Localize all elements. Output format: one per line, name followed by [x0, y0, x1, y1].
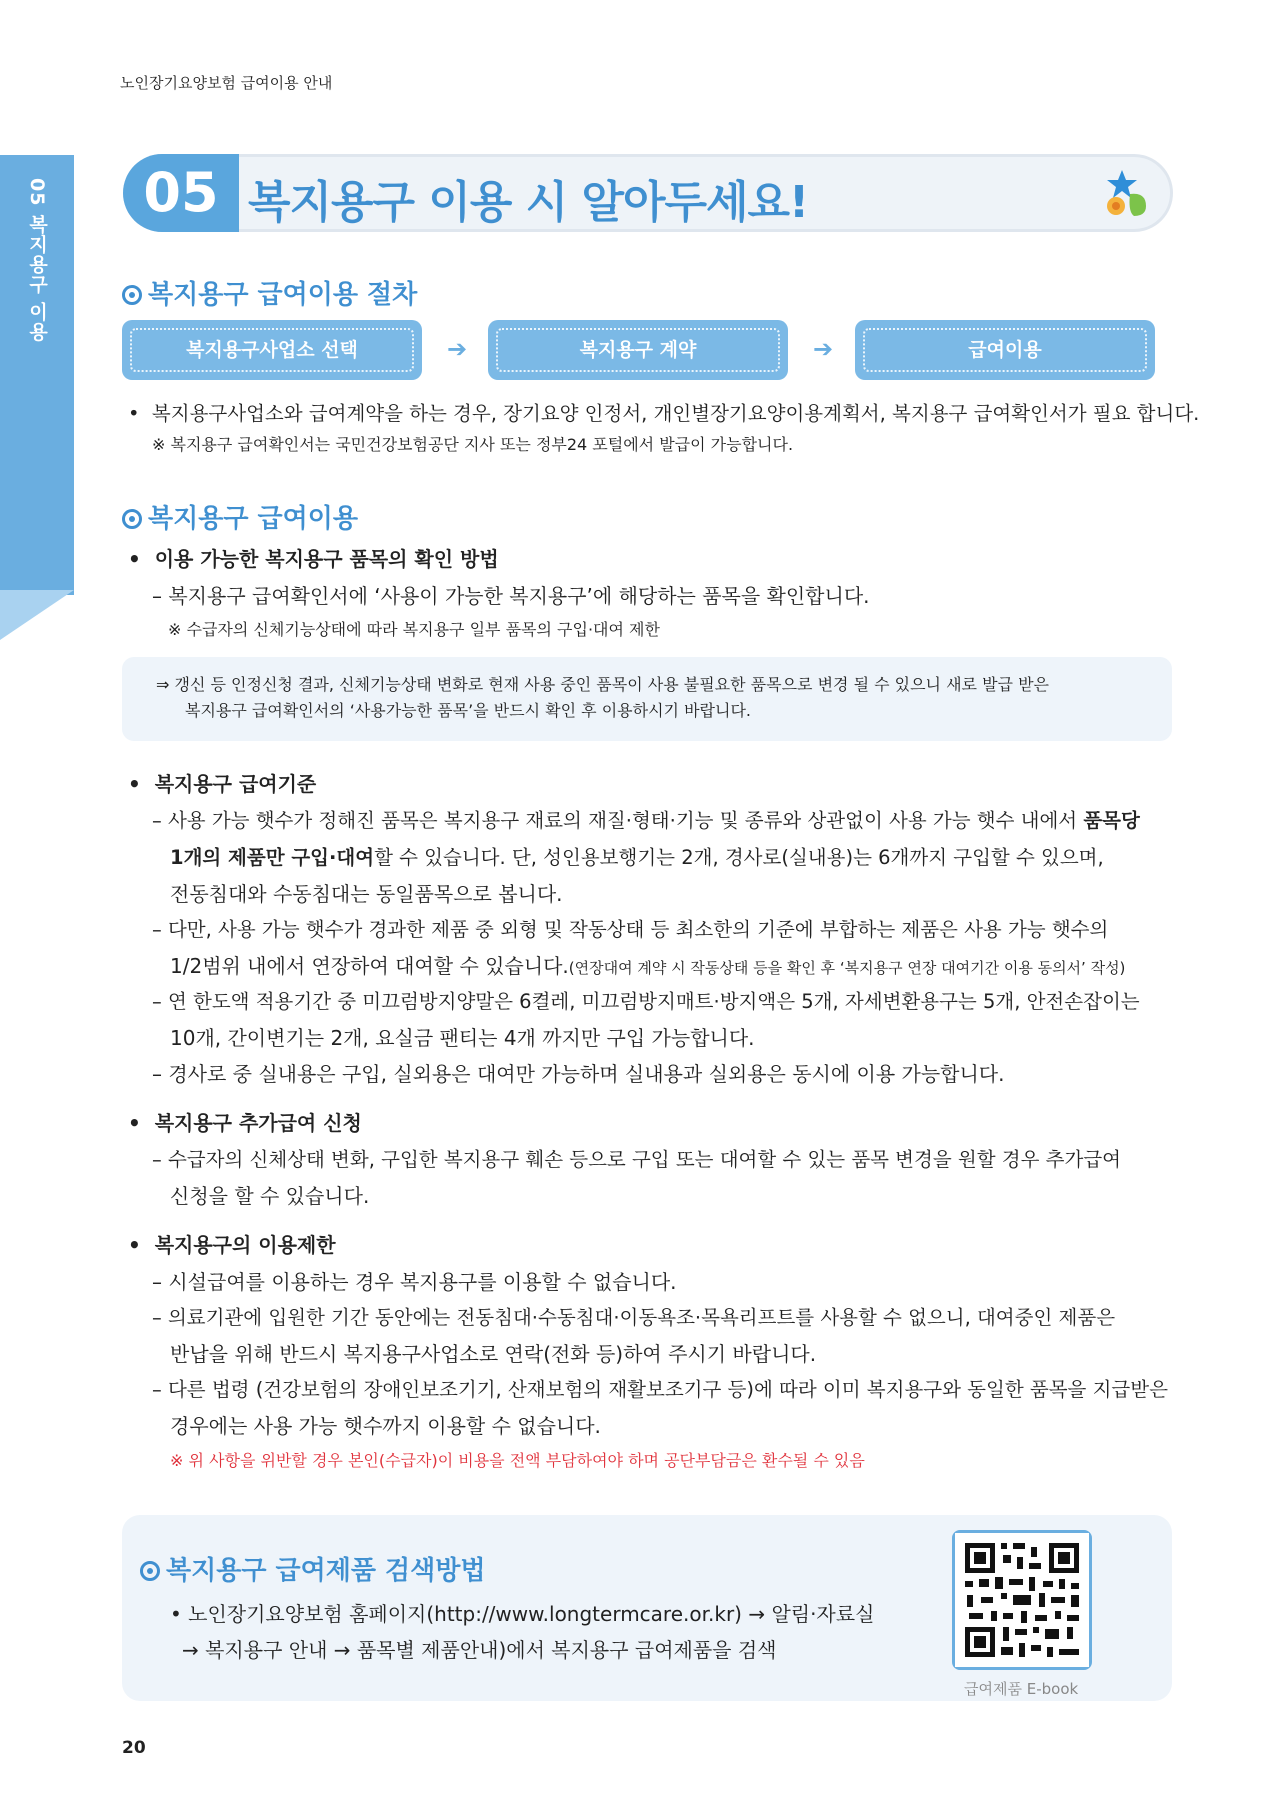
qr-code-icon: [955, 1533, 1089, 1667]
page-number: 20: [122, 1738, 146, 1758]
restriction-line: – 시설급여를 이용하는 경우 복지용구를 이용할 수 없습니다.: [152, 1270, 677, 1294]
restriction-line: 반납을 위해 반드시 복지용구사업소로 연락(전화 등)하여 주시기 바랍니다.: [170, 1342, 817, 1366]
search-line1: • 노인장기요양보험 홈페이지(http://www.longtermcare.or.kr) → 알림·자료실: [170, 1602, 875, 1626]
target-bullet-icon: [122, 509, 142, 529]
target-bullet-icon: [140, 1561, 160, 1581]
item-criteria-title: • 복지용구 급여기준: [128, 772, 317, 796]
step-select-provider: 복지용구사업소 선택: [122, 320, 422, 380]
criteria-line: – 경사로 중 실내용은 구입, 실외용은 대여만 가능하며 실내용과 실외용은 동시에 이용 가능합니다.: [152, 1062, 1005, 1086]
chapter-number: 05: [123, 154, 239, 232]
target-bullet-icon: [122, 285, 142, 305]
qr-code[interactable]: [952, 1530, 1092, 1670]
procedure-bullet: • 복지용구사업소와 급여계약을 하는 경우, 장기요양 인정서, 개인별장기요양이용계획서, 복지용구 급여확인서가 필요 합니다.: [128, 402, 1200, 425]
document-header: 노인장기요양보험 급여이용 안내: [120, 74, 333, 92]
arrow-right-icon: ➔: [813, 335, 834, 363]
criteria-line: 1/2범위 내에서 연장하여 대여할 수 있습니다.(연장대여 계약 시 작동상태 등을 확인 후 ‘복지용구 연장 대여기간 이용 동의서’ 작성): [170, 954, 1126, 978]
restriction-line: 경우에는 사용 가능 햇수까지 이용할 수 없습니다.: [170, 1414, 601, 1438]
section-heading-procedure: 복지용구 급여이용 절차: [122, 274, 417, 311]
arrow-right-icon: ➔: [447, 335, 468, 363]
item-check-method-title: • 이용 가능한 복지용구 품목의 확인 방법: [128, 547, 499, 571]
side-tab-label: 05 복지용구 이용: [26, 178, 48, 342]
item-check-method-line: – 복지용구 급여확인서에 ‘사용이 가능한 복지용구’에 해당하는 품목을 확인합니다.: [152, 584, 870, 608]
item-restriction-title: • 복지용구의 이용제한: [128, 1233, 336, 1257]
restriction-line: – 다른 법령 (건강보험의 장애인보조기기, 산재보험의 재활보조기구 등)에 따라 이미 복지용구와 동일한 품목을 지급받은: [152, 1378, 1168, 1401]
criteria-line: 1개의 제품만 구입·대여할 수 있습니다. 단, 성인용보행기는 2개, 경사로(실내용)는 6개까지 구입할 수 있으며,: [170, 846, 1104, 869]
additional-line: – 수급자의 신체상태 변화, 구입한 복지용구 훼손 등으로 구입 또는 대여할 수 있는 품목 변경을 원할 경우 추가급여: [152, 1148, 1121, 1171]
additional-line: 신청을 할 수 있습니다.: [170, 1184, 370, 1208]
search-line2: → 복지용구 안내 → 품목별 제품안내)에서 복지용구 급여제품을 검색: [182, 1638, 777, 1662]
star-snail-icon: [1102, 168, 1150, 218]
restriction-line: – 의료기관에 입원한 기간 동안에는 전동침대·수동침대·이동욕조·목욕리프트를 사용할 수 없으니, 대여중인 제품은: [152, 1306, 1116, 1329]
procedure-note: ※ 복지용구 급여확인서는 국민건강보험공단 지사 또는 정부24 포털에서 발급이 가능합니다.: [152, 435, 794, 454]
step-benefit-use: 급여이용: [855, 320, 1155, 380]
criteria-line: 10개, 간이변기는 2개, 요실금 팬티는 4개 까지만 구입 가능합니다.: [170, 1026, 755, 1050]
item-check-method-note: ※ 수급자의 신체기능상태에 따라 복지용구 일부 품목의 구입·대여 제한: [168, 620, 660, 639]
item-additional-title: • 복지용구 추가급여 신청: [128, 1111, 362, 1135]
step-contract: 복지용구 계약: [488, 320, 788, 380]
renewal-notice-line1: ⇒ 갱신 등 인정신청 결과, 신체기능상태 변화로 현재 사용 중인 품목이 사용 불필요한 품목으로 변경 될 수 있으니 새로 발급 받은: [156, 675, 1050, 694]
criteria-line: – 연 한도액 적용기간 중 미끄럼방지양말은 6켤레, 미끄럼방지매트·방지액은 5개, 자세변환용구는 5개, 안전손잡이는: [152, 990, 1140, 1013]
criteria-line: – 사용 가능 햇수가 정해진 품목은 복지용구 재료의 재질·형태·기능 및 종류와 상관없이 사용 가능 햇수 내에서 품목당: [152, 809, 1140, 832]
criteria-line: 전동침대와 수동침대는 동일품목으로 봅니다.: [170, 882, 563, 906]
side-tab-fold: [0, 590, 74, 640]
section-heading-benefit-use: 복지용구 급여이용: [122, 498, 358, 535]
section-heading-search: 복지용구 급여제품 검색방법: [140, 1550, 486, 1587]
page-title: 복지용구 이용 시 알아두세요!: [248, 177, 809, 228]
qr-caption: 급여제품 E-book: [964, 1680, 1079, 1698]
restriction-warning: ※ 위 사항을 위반할 경우 본인(수급자)이 비용을 전액 부담하여야 하며 공단부담금은 환수될 수 있음: [170, 1451, 865, 1470]
renewal-notice-line2: 복지용구 급여확인서의 ‘사용가능한 품목’을 반드시 확인 후 이용하시기 바랍니다.: [185, 701, 751, 720]
criteria-line: – 다만, 사용 가능 햇수가 경과한 제품 중 외형 및 작동상태 등 최소한의 기준에 부합하는 제품은 사용 가능 햇수의: [152, 918, 1109, 941]
